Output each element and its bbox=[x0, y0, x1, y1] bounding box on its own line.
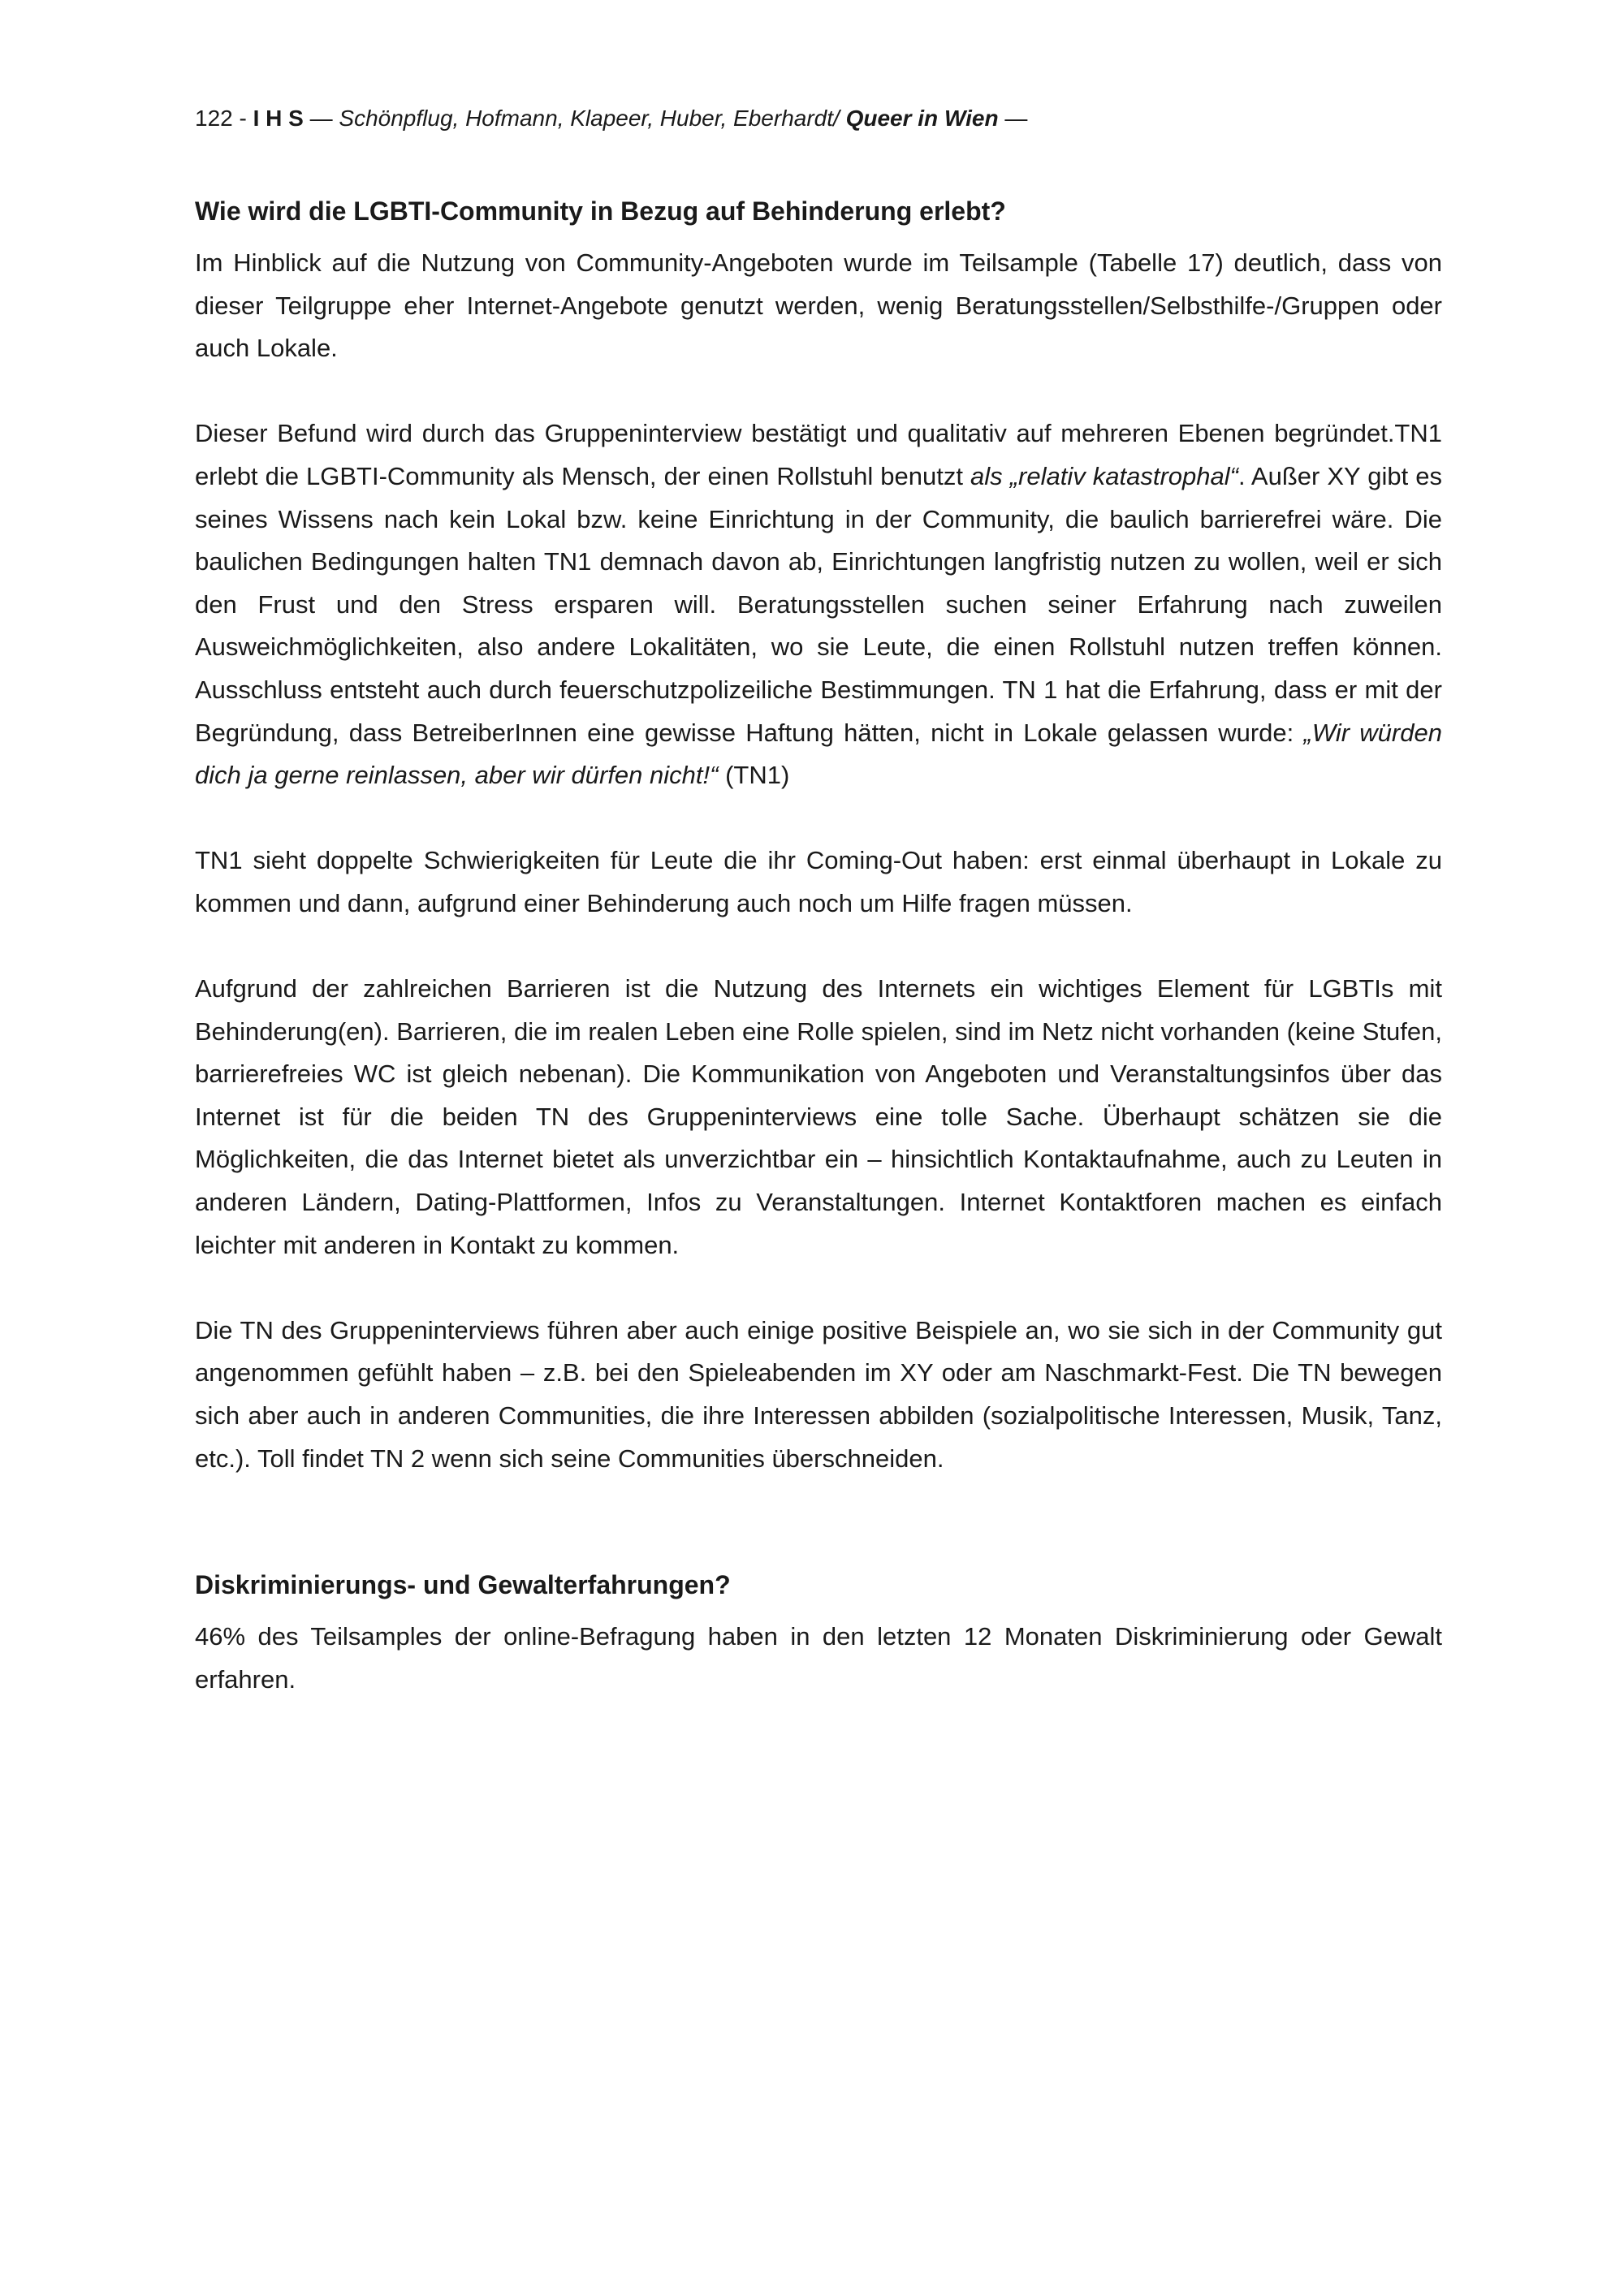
paragraph-text: Dieser Befund wird durch das Gruppeninterview bestätigt und qualitativ auf mehreren Ebenen begründet.TN1 erlebt die LGBTI-Community als Mensch, der einen Rollstuhl benutzt bbox=[195, 419, 1442, 490]
header-separator-end: — bbox=[998, 106, 1028, 131]
running-header bbox=[195, 102, 1027, 135]
quote: als „relativ katastrophal“ bbox=[970, 461, 1238, 490]
paragraph: Im Hinblick auf die Nutzung von Community-Angeboten wurde im Teilsample (Tabelle 17) deutlich, dass von dieser Teilgruppe eher Internet-Angebote genutzt werden, wenig Beratungsstellen/Selbsthilfe-/Gruppen oder auch Lokale. bbox=[195, 248, 1442, 363]
paragraph: Aufgrund der zahlreichen Barrieren ist die Nutzung des Internets ein wichtiges Element für LGBTIs mit Behinderung(en). Barrieren, die im realen Leben eine Rolle spielen, sind im Netz nicht vorhanden (keine Stufen, barrierefreies WC ist gleich nebenan). Die Kommunikation von Angeboten und Veranstaltungsinfos über das Internet ist für die beiden TN des Gruppeninterviews eine tolle Sache. Überhaupt schätzen sie die Möglichkeiten, die das Internet bietet als unverzichtbar ein – hinsichtlich Kontaktaufnahme, auch zu Leuten in anderen Ländern, Dating-Plattformen, Infos zu Veranstaltungen. Internet Kontaktforen machen es einfach leichter mit anderen in Kontakt zu kommen. bbox=[195, 974, 1442, 1259]
paragraph-text: . Außer XY gibt es seines Wissens nach kein Lokal bzw. keine Einrichtung in der Community, die baulich barrierefrei wäre. Die baulichen Bedingungen halten TN1 demnach davon ab, Einrichtungen langfristig nutzen zu wollen, weil er sich den Frust und den Stress ersparen will. Beratungsstellen suchen seiner Erfahrung nach zuweilen Ausweichmöglichkeiten, also andere Lokalitäten, wo sie Leute, die einen Rollstuhl nutzen treffen können. Ausschluss entsteht auch durch feuerschutzpolizeiliche Bestimmungen. TN 1 hat die Erfahrung, dass er mit der Begründung, dass BetreiberInnen eine gewisse Haftung hätten, nicht in Lokale gelassen wurde: bbox=[195, 461, 1442, 747]
main-content bbox=[195, 192, 1442, 1701]
paragraph-text: (TN1) bbox=[718, 761, 790, 790]
institute-name: I H S bbox=[253, 106, 304, 131]
page-number: 122 - bbox=[195, 106, 253, 131]
section-heading-community: Wie wird die LGBTI-Community in Bezug auf Behinderung erlebt? bbox=[195, 196, 1006, 226]
quote: „Wir würden dich ja gerne reinlassen, aber wir dürfen nicht!“ bbox=[195, 718, 1442, 790]
paragraph: 46% des Teilsamples der online-Befragung haben in den letzten 12 Monaten Diskriminierung oder Gewalt erfahren. bbox=[195, 1622, 1442, 1694]
header-separator: — bbox=[303, 106, 339, 131]
paragraph: TN1 sieht doppelte Schwierigkeiten für Leute die ihr Coming-Out haben: erst einmal überhaupt in Lokale zu kommen und dann, aufgrund einer Behinderung auch noch um Hilfe fragen müssen. bbox=[195, 846, 1442, 917]
header-title: Queer in Wien bbox=[839, 106, 999, 131]
paragraph bbox=[195, 412, 1442, 796]
header-authors: Schönpflug, Hofmann, Klapeer, Huber, Eberhardt/ bbox=[339, 106, 840, 131]
paragraph: Die TN des Gruppeninterviews führen aber auch einige positive Beispiele an, wo sie sich in der Community gut angenommen gefühlt haben – z.B. bei den Spieleabenden im XY oder am Naschmarkt-Fest. Die TN bewegen sich aber auch in anderen Communities, die ihre Interessen abbilden (sozialpolitische Interessen, Musik, Tanz, etc.). Toll findet TN 2 wenn sich seine Communities überschneiden. bbox=[195, 1315, 1442, 1473]
section-heading-discrimination: Diskriminierungs- und Gewalterfahrungen? bbox=[195, 1570, 731, 1600]
